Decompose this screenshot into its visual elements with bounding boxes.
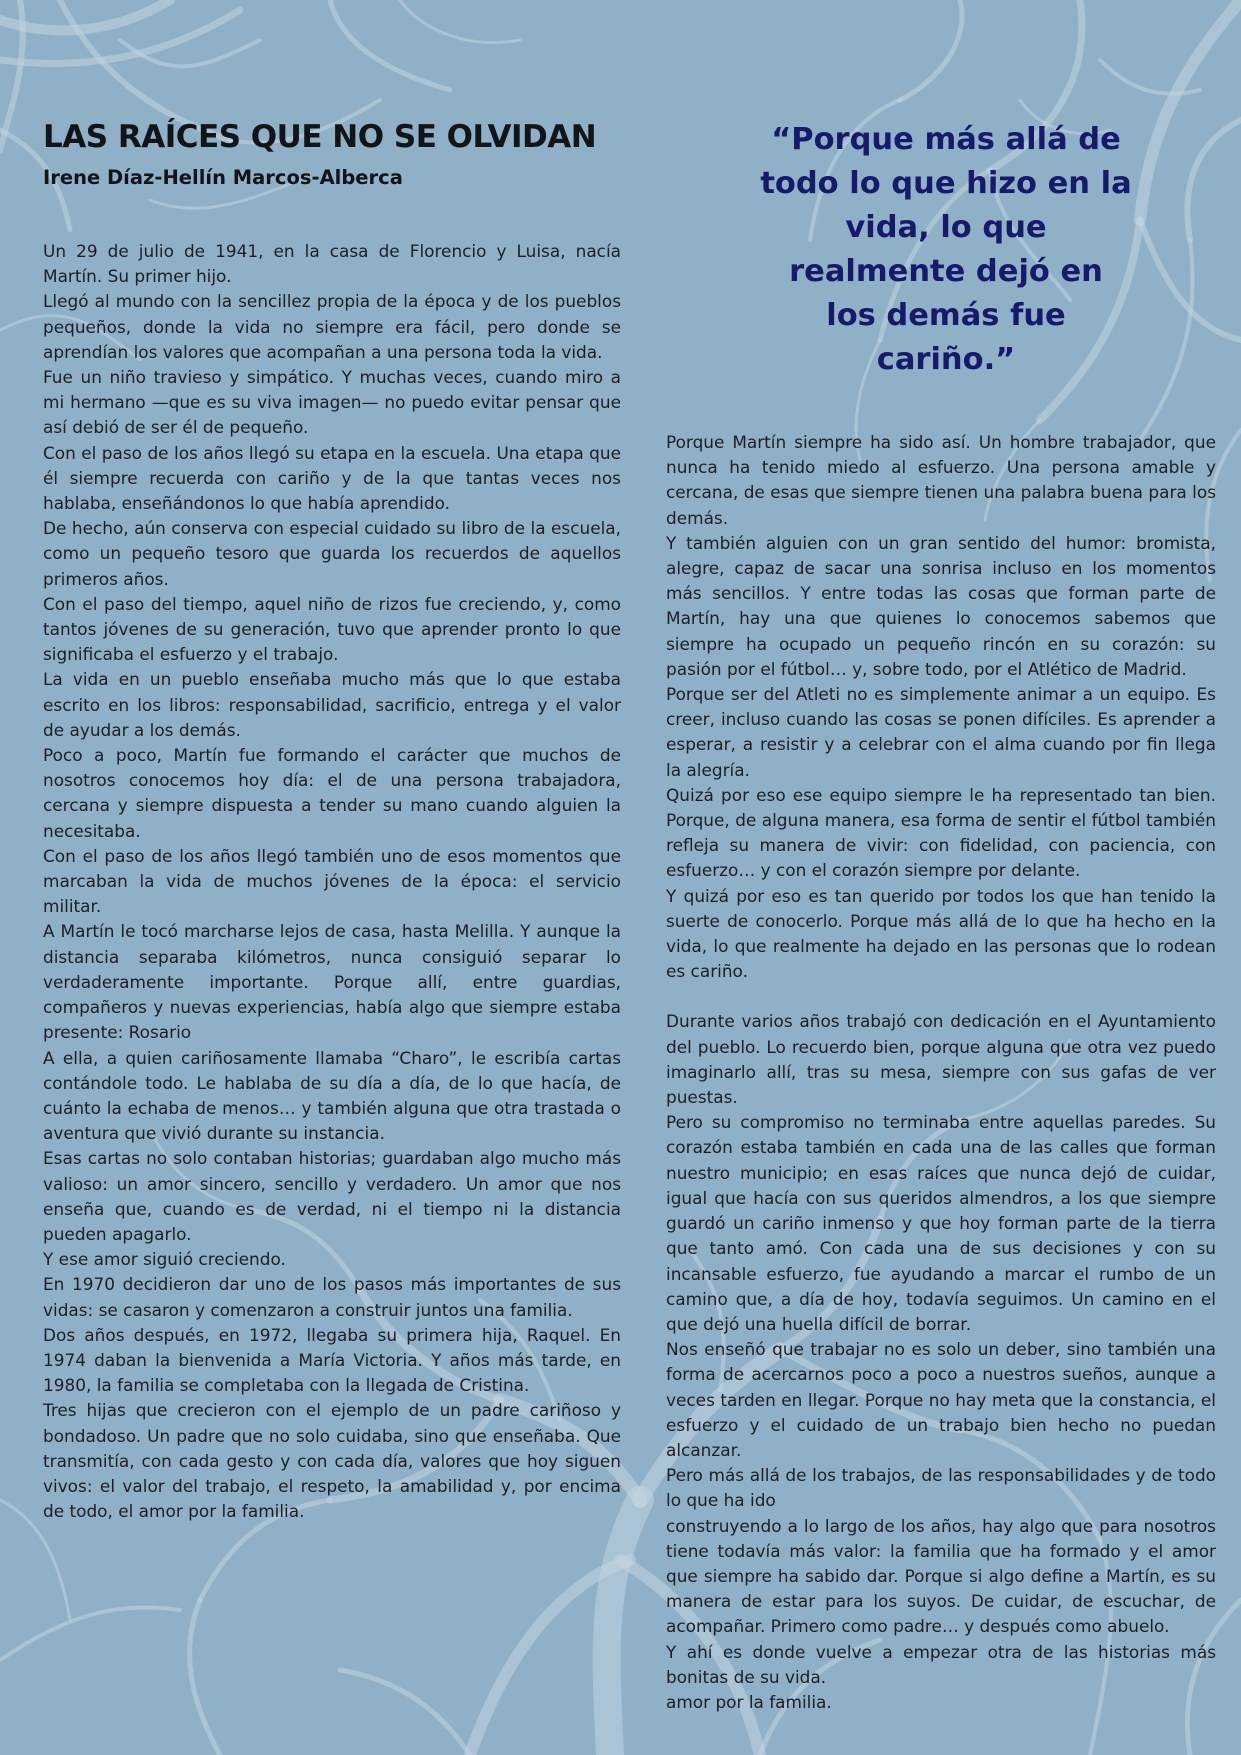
paragraph: Con el paso del tiempo, aquel niño de rizos fue creciendo, y, como tantos jóvenes de su generación, tuvo que aprender pronto lo que significaba el esfuerzo y el trabajo. xyxy=(43,593,621,665)
paragraph: Llegó al mundo con la sencillez propia de la época y de los pueblos pequeños, donde la vida no siempre era fácil, pero donde se aprendían los valores que acompañan a una persona toda la vida. xyxy=(43,291,621,362)
paragraph: Porque Martín siempre ha sido así. Un hombre trabajador, que nunca ha tenido miedo al esfuerzo. Una persona amable y cercana, de esas que siempre tienen una palabra buena para los demás. xyxy=(666,432,1216,528)
pull-quote: “Porque más allá de todo lo que hizo en la vida, lo que realmente dejó en los demás fue cariño.” xyxy=(760,122,1132,377)
paragraph: Con el paso de los años llegó también uno de esos momentos que marcaban la vida de muchos jóvenes de la época: el servicio militar. xyxy=(43,845,621,917)
article-author: Irene Díaz-Hellín Marcos-Alberca xyxy=(43,166,403,189)
paragraph: Fue un niño travieso y simpático. Y muchas veces, cuando miro a mi hermano —que es su viva imagen— no puedo evitar pensar que así debió de ser él de pequeño. xyxy=(43,367,621,438)
paragraph: A ella, a quien cariñosamente llamaba “Charo”, le escribía cartas contándole todo. Le hablaba de su día a día, de lo que hacía, de cuánto la echaba de menos… y también alguna que otra trastada o aventura que vivió durante su instancia. xyxy=(43,1047,621,1144)
paragraph: En 1970 decidieron dar uno de los pasos más importantes de sus vidas: se casaron y comenzaron a construir juntos una familia. xyxy=(43,1274,621,1320)
paragraph: Pero su compromiso no terminaba entre aquellas paredes. Su corazón estaba también en cada una de las calles que forman nuestro municipio; en esas raíces que nunca dejó de cuidar, igual que hacía con sus queridos almendros, a los que siempre guardó un cariño inmenso y que hoy forman parte de la tierra que tanto amó. Con cada una de sus decisiones y con su incansable esfuerzo, fue ayudando a marcar el rumbo de un camino que, a día de hoy, todavía seguimos. Un camino en el que dejó una huella difícil de borrar. xyxy=(666,1112,1216,1334)
paragraph: Y también alguien con un gran sentido del humor: bromista, alegre, capaz de sacar una sonrisa incluso en los momentos más sencillos. Y entre todas las cosas que forman parte de Martín, hay una que quienes lo conocemos sabemos que siempre ha ocupado un pequeño rincón en su corazón: su pasión por el fútbol… y, sobre todo, por el Atlético de Madrid. xyxy=(666,532,1216,679)
paragraph: A Martín le tocó marcharse lejos de casa, hasta Melilla. Y aunque la distancia separaba kilómetros, nunca consiguió separar lo verdaderamente importante. Porque allí, entre guardias, compañeros y nuevas experiencias, había algo que siempre estaba presente: Rosario xyxy=(43,921,621,1043)
paragraph: Quizá por eso ese equipo siempre le ha representado tan bien. Porque, de alguna manera, esa forma de sentir el fútbol también refleja su manera de vivir: con fidelidad, con paciencia, con esfuerzo… y con el corazón siempre por delante. xyxy=(666,784,1216,881)
paragraph: Porque ser del Atleti no es simplemente animar a un equipo. Es creer, incluso cuando las cosas se ponen difíciles. Es aprender a esperar, a resistir y a celebrar con el alma cuando por fin llega la alegría. xyxy=(666,684,1216,780)
paragraph: Durante varios años trabajó con dedicación en el Ayuntamiento del pueblo. Lo recuerdo bien, porque alguna que otra vez puedo imaginarlo allí, tras su mesa, siempre con sus gafas de ver puestas. xyxy=(666,1011,1216,1108)
paragraph: construyendo a lo largo de los años, hay algo que para nosotros tiene todavía más valor: la familia que ha formado y el amor que siempre ha sabido dar. Porque si algo define a Martín, es su manera de estar para los suyos. De cuidar, de escuchar, de acompañar. Primero como padre… y después como abuelo. xyxy=(666,1515,1216,1637)
paragraph-spacer xyxy=(666,984,1216,1009)
paragraph: Y quizá por eso es tan querido por todos los que han tenido la suerte de conocerlo. Porque más allá de lo que ha hecho en la vida, lo que realmente ha dejado en las personas que lo rodean es cariño. xyxy=(666,885,1216,982)
article-title: LAS RAÍCES QUE NO SE OLVIDAN xyxy=(43,119,597,155)
paragraph: Nos enseñó que trabajar no es solo un deber, sino también una forma de acercarnos poco a poco a nuestros sueños, aunque a veces tarden en llegar. Porque no hay meta que la constancia, el esfuerzo y el cuidado de un trabajo bien hecho no puedan alcanzar. xyxy=(666,1339,1216,1460)
paragraph: Y ahí es donde vuelve a empezar otra de las historias más bonitas de su vida. xyxy=(666,1641,1216,1687)
paragraph: Con el paso de los años llegó su etapa en la escuela. Una etapa que él siempre recuerda con cariño y de la que tantas veces nos hablaba, enseñándonos lo que había aprendido. xyxy=(43,442,621,514)
paragraph: Esas cartas no solo contaban historias; guardaban algo mucho más valioso: un amor sincero, sencillo y verdadero. Un amor que nos enseña que, cuando es de verdad, ni el tiempo ni la distancia pueden apagarlo. xyxy=(43,1148,621,1244)
paragraph: Y ese amor siguió creciendo. xyxy=(43,1249,286,1270)
left-column xyxy=(43,239,621,1524)
paragraph: Poco a poco, Martín fue formando el carácter que muchos de nosotros conocemos hoy día: el de una persona trabajadora, cercana y siempre dispuesta a tender su mano cuando alguien la necesitaba. xyxy=(43,745,621,841)
paragraph: De hecho, aún conserva con especial cuidado su libro de la escuela, como un pequeño tesoro que guarda los recuerdos de aquellos primeros años. xyxy=(43,518,621,589)
paragraph: La vida en un pueblo enseñaba mucho más que lo que estaba escrito en los libros: responsabilidad, sacrificio, entrega y el valor de ayudar a los demás. xyxy=(43,669,621,740)
paragraph: Dos años después, en 1972, llegaba su primera hija, Raquel. En 1974 daban la bienvenida a María Victoria. Y años más tarde, en 1980, la familia se completaba con la llegada de Cristina. xyxy=(43,1324,621,1396)
paragraph: Tres hijas que crecieron con el ejemplo de un padre cariñoso y bondadoso. Un padre que no solo cuidaba, sino que enseñaba. Que transmitía, con cada gesto y con cada día, valores que hoy siguen vivos: el valor del trabajo, el respeto, la amabilidad y, por encima de todo, el amor por la familia. xyxy=(43,1400,621,1522)
right-column xyxy=(666,430,1216,1715)
paragraph: Un 29 de julio de 1941, en la casa de Florencio y Luisa, nacía Martín. Su primer hijo. xyxy=(43,241,621,287)
paragraph: Pero más allá de los trabajos, de las responsabilidades y de todo lo que ha ido xyxy=(666,1465,1216,1511)
paragraph: amor por la familia. xyxy=(666,1691,832,1712)
